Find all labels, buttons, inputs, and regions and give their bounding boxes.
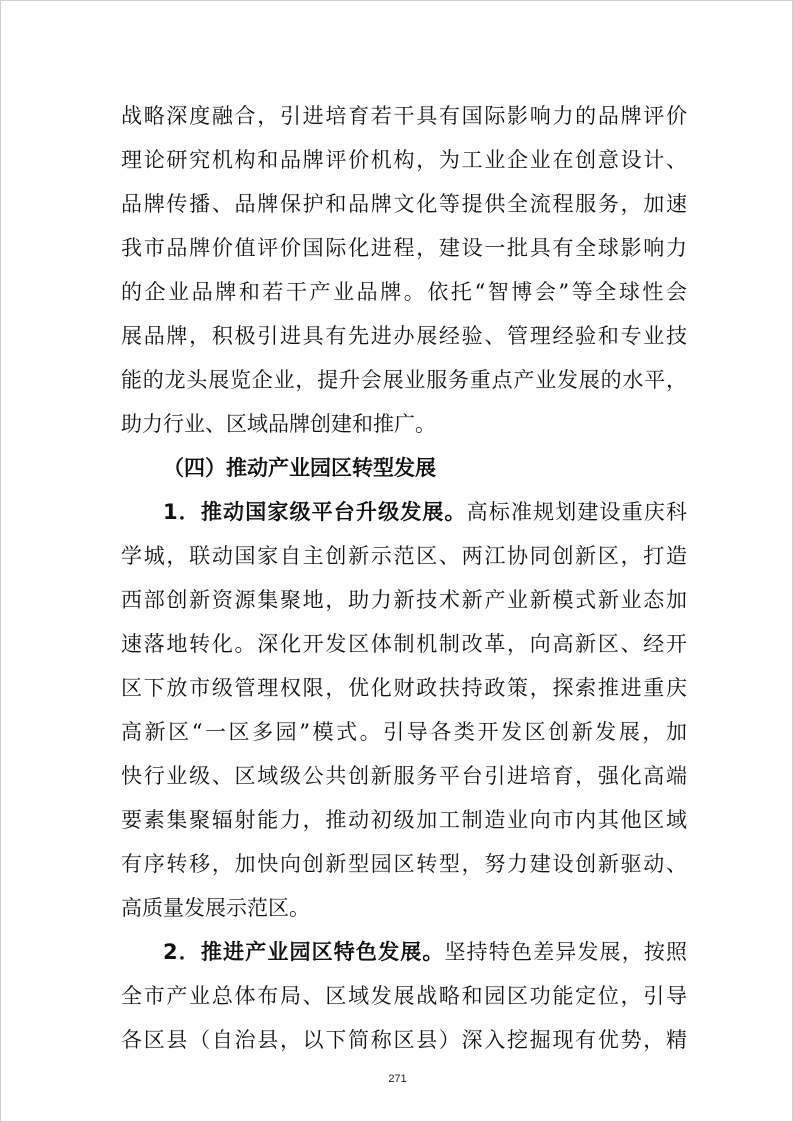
page-number: 271	[388, 1073, 407, 1085]
body-text-line: 学城，联动国家自主创新示范区、两江协同创新区，打造	[121, 544, 687, 568]
body-text-line: 区下放市级管理权限，优化财政扶持政策，探索推进重庆	[121, 676, 687, 700]
body-text-line: 快行业级、区域级公共创新服务平台引进培育，强化高端	[121, 764, 687, 788]
item-first-line-text: 高标准规划建设重庆科	[466, 500, 687, 524]
body-text-line: 高质量发展示范区。	[121, 896, 310, 920]
body-text-line: 理论研究机构和品牌评价机构，为工业企业在创意设计、	[121, 148, 687, 172]
item-first-line-text: 坚持特色差异发展，按照	[444, 940, 687, 964]
body-text-line: 助力行业、区域品牌创建和推广。	[121, 412, 436, 436]
body-text-line: 我市品牌价值评价国际化进程，建设一批具有全球影响力	[121, 236, 687, 260]
body-text-line: 要素集聚辐射能力，推动初级加工制造业向市内其他区域	[121, 808, 687, 832]
body-text-line: 各区县（自治县，以下简称区县）深入挖掘现有优势，精	[121, 1028, 687, 1052]
item-first-line	[163, 494, 687, 530]
body-text-line: 速落地转化。深化开发区体制机制改革，向高新区、经开	[121, 632, 687, 656]
body-text-line: 有序转移，加快向创新型园区转型，努力建设创新驱动、	[121, 852, 687, 876]
body-text-line: 高新区“一区多园”模式。引导各类开发区创新发展，加	[121, 720, 687, 744]
section-heading: （四）推动产业园区转型发展	[163, 456, 436, 480]
body-text-line: 品牌传播、品牌保护和品牌文化等提供全流程服务，加速	[121, 192, 687, 216]
body-text-line: 展品牌，积极引进具有先进办展经验、管理经验和专业技	[121, 324, 687, 348]
item-lead: 2．推进产业园区特色发展。	[163, 940, 445, 964]
body-text-line: 能的龙头展览企业，提升会展业服务重点产业发展的水平，	[121, 368, 687, 392]
item-first-line	[163, 934, 687, 970]
item-lead: 1．推动国家级平台升级发展。	[163, 500, 467, 524]
body-text-line: 的企业品牌和若干产业品牌。依托“智博会”等全球性会	[121, 280, 687, 304]
body-text-line: 全市产业总体布局、区域发展战略和园区功能定位，引导	[121, 984, 687, 1008]
body-text-line: 战略深度融合，引进培育若干具有国际影响力的品牌评价	[121, 104, 687, 128]
body-text-line: 西部创新资源集聚地，助力新技术新产业新模式新业态加	[121, 588, 687, 612]
